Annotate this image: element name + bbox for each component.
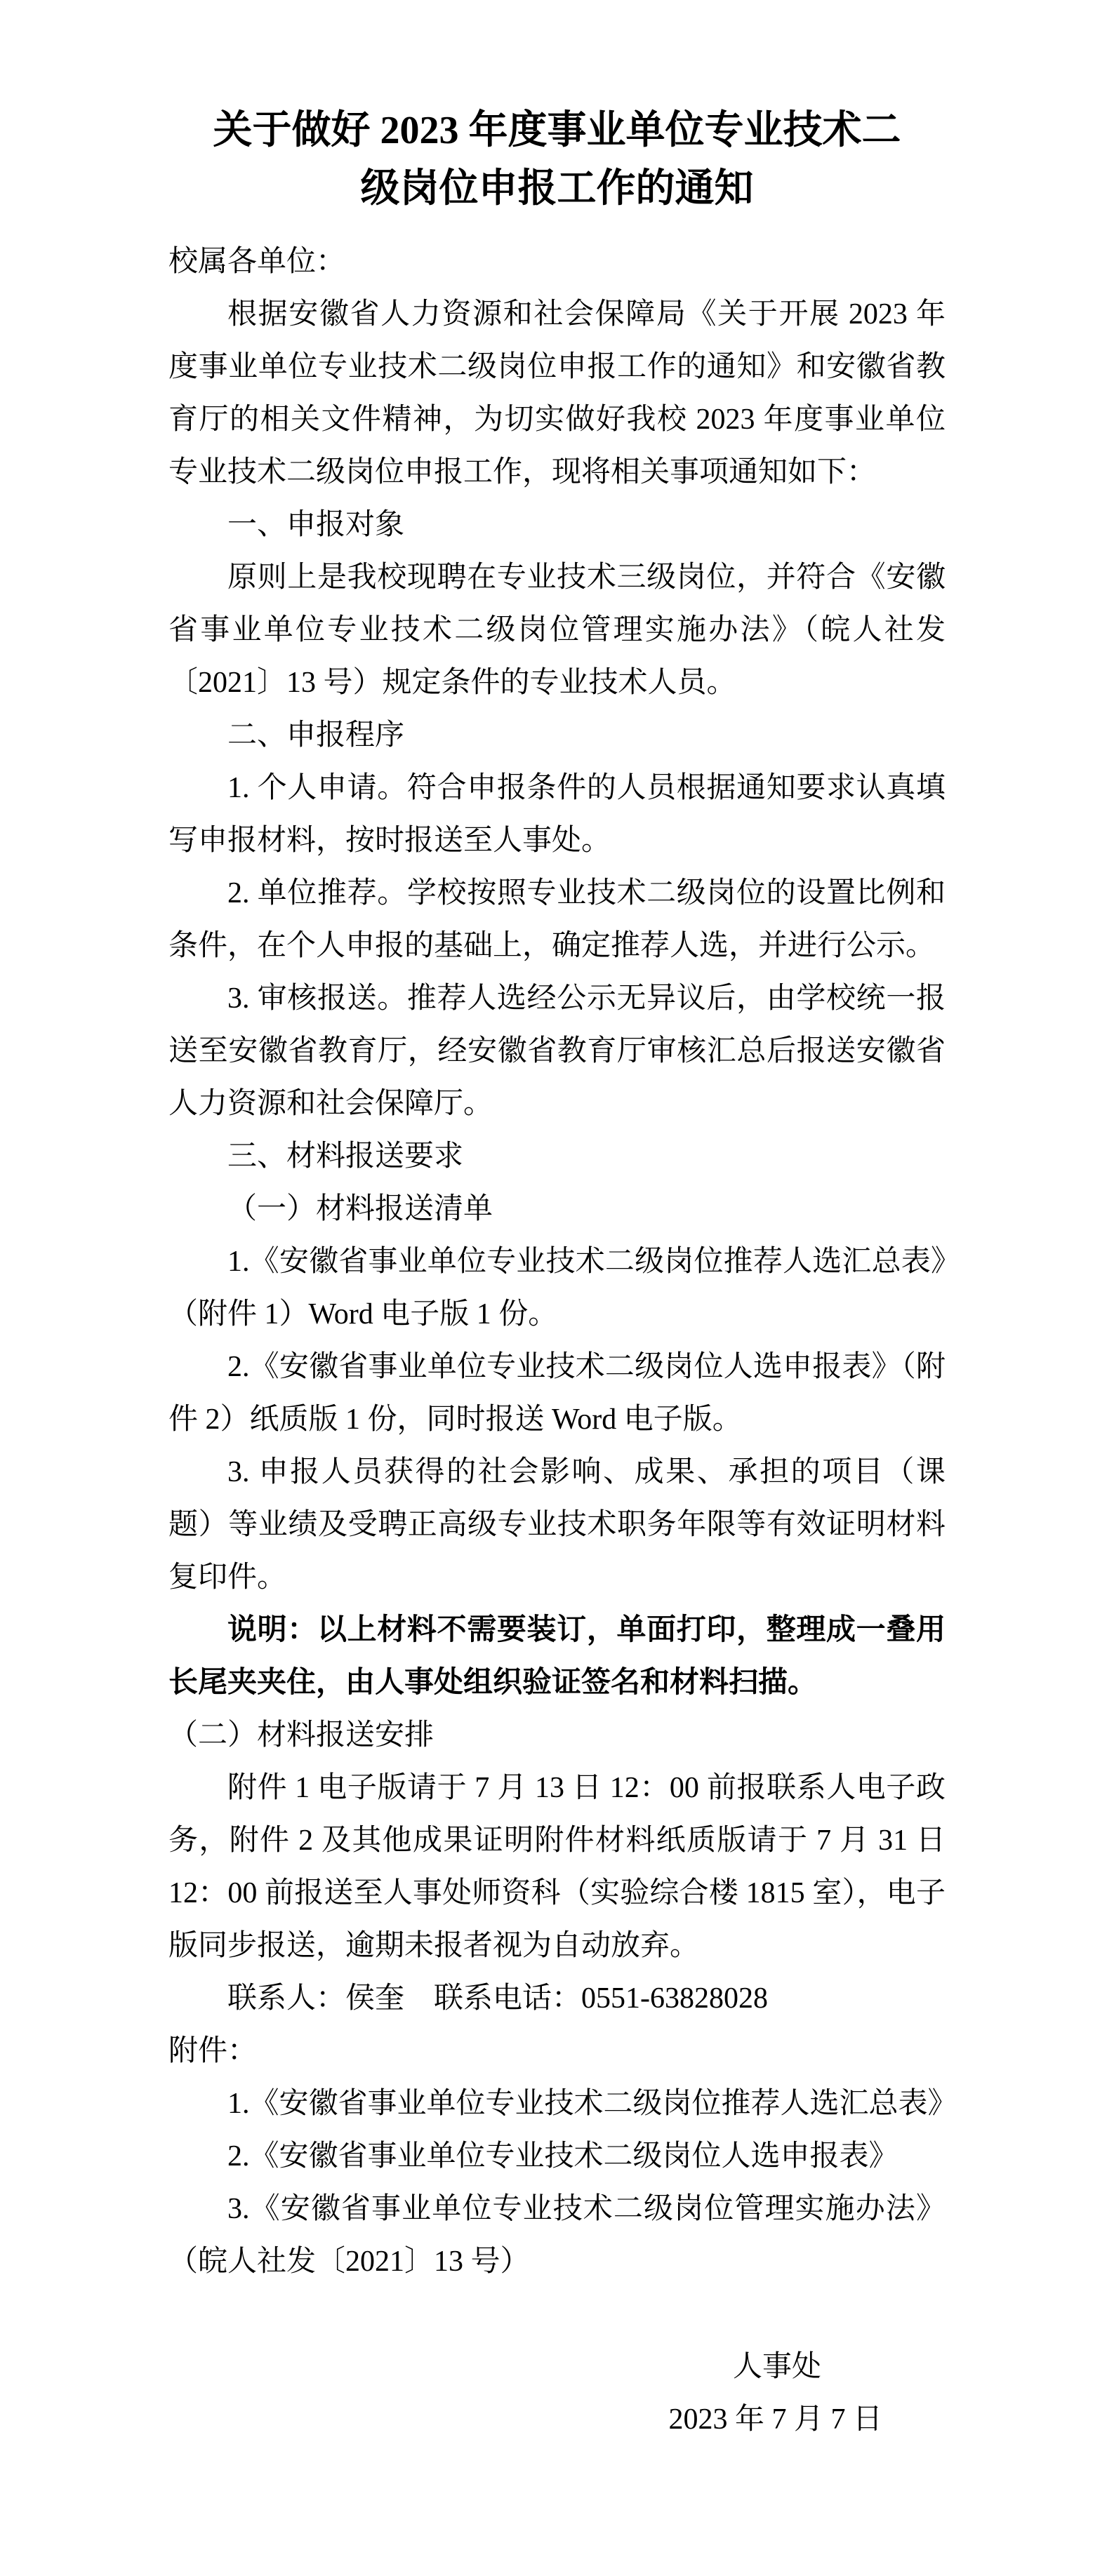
paragraph: 附件： bbox=[168, 2035, 258, 2067]
document-title-line-2: 级岗位申报工作的通知 bbox=[360, 167, 754, 211]
paragraph: 说明：以上材料不需要装订，单面打印，整理成一叠用长尾夹夹住，由人事处组织验证签名和材料扫描。 bbox=[168, 1614, 946, 1699]
paragraph: 1.《安徽省事业单位专业技术二级岗位推荐人选汇总表》 bbox=[227, 2088, 957, 2120]
document-body bbox=[168, 236, 957, 2288]
paragraph: 一、申报对象 bbox=[227, 509, 405, 541]
paragraph: 校属各单位： bbox=[168, 246, 346, 278]
paragraph: 3. 审核报送。推荐人选经公示无异议后，由学校统一报送至安徽省教育厅，经安徽省教育厅审核汇总后报送安徽省人力资源和社会保障厅。 bbox=[168, 982, 946, 1120]
paragraph: 3.《安徽省事业单位专业技术二级岗位管理实施办法》（皖人社发〔2021〕13 号） bbox=[168, 2193, 946, 2278]
paragraph: 根据安徽省人力资源和社会保障局《关于开展 2023 年度事业单位专业技术二级岗位申报工作的通知》和安徽省教育厅的相关文件精神，为切实做好我校 2023 年度事业单位专业技术二级岗位申报工作，现将相关事项通知如下： bbox=[168, 298, 946, 488]
paragraph: 2. 单位推荐。学校按照专业技术二级岗位的设置比例和条件，在个人申报的基础上，确定推荐人选，并进行公示。 bbox=[168, 877, 946, 962]
document-title-line-1: 关于做好 2023 年度事业单位专业技术二 bbox=[213, 109, 901, 152]
signature-department: 人事处 bbox=[732, 2351, 821, 2383]
paragraph: 1. 个人申请。符合申报条件的人员根据通知要求认真填写申报材料，按时报送至人事处。 bbox=[168, 772, 946, 857]
paragraph: 3. 申报人员获得的社会影响、成果、承担的项目（课题）等业绩及受聘正高级专业技术职务年限等有效证明材料复印件。 bbox=[168, 1456, 946, 1594]
signature-date: 2023 年 7 月 7 日 bbox=[668, 2403, 882, 2436]
paragraph: 2.《安徽省事业单位专业技术二级岗位人选申报表》（附件 2）纸质版 1 份，同时报送 Word 电子版。 bbox=[168, 1351, 946, 1436]
paragraph: 附件 1 电子版请于 7 月 13 日 12：00 前报联系人电子政务，附件 2 及其他成果证明附件材料纸质版请于 7 月 31 日 12：00 前报送至人事处师资科（实验综合楼 1815 室），电子版同步报送，逾期未报者视为自动放弃。 bbox=[168, 1772, 946, 1962]
signature-block bbox=[168, 2341, 946, 2446]
paragraph: 原则上是我校现聘在专业技术三级岗位，并符合《安徽省事业单位专业技术二级岗位管理实施办法》（皖人社发〔2021〕13 号）规定条件的专业技术人员。 bbox=[168, 561, 946, 699]
paragraph: 联系人：侯奎 联系电话：0551-63828028 bbox=[227, 1982, 768, 2015]
paragraph: （二）材料报送安排 bbox=[168, 1719, 435, 1751]
paragraph: 二、申报程序 bbox=[227, 719, 405, 752]
paragraph: （一）材料报送清单 bbox=[227, 1193, 493, 1225]
paragraph: 2.《安徽省事业单位专业技术二级岗位人选申报表》 bbox=[227, 2140, 899, 2173]
paragraph: 三、材料报送要求 bbox=[227, 1140, 464, 1173]
document-title bbox=[168, 102, 946, 218]
paragraph: 1.《安徽省事业单位专业技术二级岗位推荐人选汇总表》（附件 1）Word 电子版 1 份。 bbox=[168, 1246, 946, 1330]
document-content bbox=[168, 102, 957, 2446]
